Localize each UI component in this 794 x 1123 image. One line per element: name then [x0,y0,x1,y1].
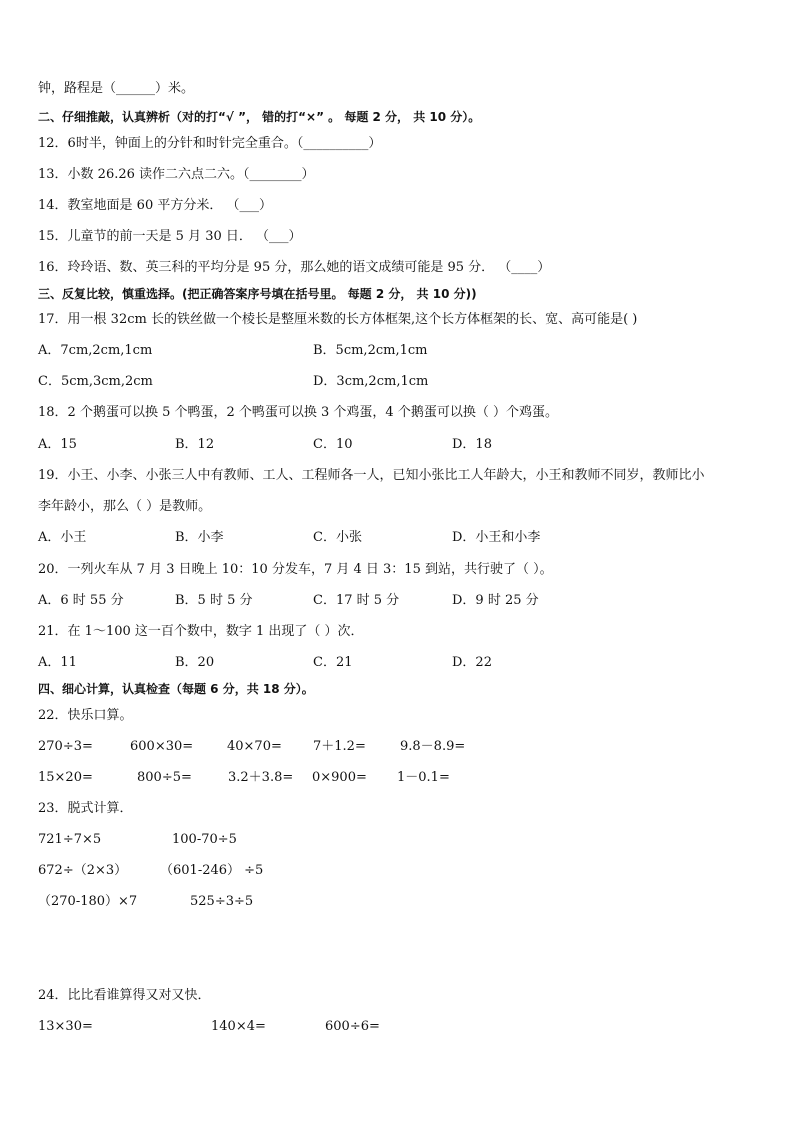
section-2-title: 二、仔细推敲，认真辨析（对的打“√ ”， 错的打“×” 。 每题 2 分， 共 10 分）。 [38,110,481,124]
question-24: 24．比比看谁算得又对又快． [38,988,211,1003]
oral-calc: 40×70= [227,739,282,754]
question-14: 14．教室地面是 60 平方分米． （___） [38,198,272,213]
stepwise-calc: 100-70÷5 [172,832,237,847]
quick-calc: 13×30= [38,1019,93,1034]
question-22: 22．快乐口算。 [38,708,133,723]
oral-calc: 15×20= [38,770,93,785]
question-19-line1: 19．小王、小李、小张三人中有教师、工人、工程师各一人，已知小张比工人年龄大，小王和教师不同岁，教师比小 [38,468,705,483]
question-23: 23．脱式计算． [38,801,133,816]
q21-option-a: A．11 [38,655,77,670]
q17-option-c: C．5cm,3cm,2cm [38,374,153,389]
quick-calc: 600÷6= [325,1019,380,1034]
oral-calc: 1－0.1= [397,770,450,785]
stepwise-calc: 672÷（2×3） [38,863,128,878]
stepwise-calc: （601-246） ÷5 [160,863,264,878]
q19-option-b: B．小李 [175,530,224,545]
stepwise-calc: 525÷3÷5 [190,894,254,909]
q11-tail: 钟，路程是（______）米。 [38,81,195,96]
q19-option-a: A．小王 [38,530,87,545]
q21-option-d: D．22 [452,655,492,670]
question-12: 12．6时半，钟面上的分针和时针完全重合。（__________） [38,136,382,151]
oral-calc: 0×900= [312,770,367,785]
q18-option-c: C．10 [313,437,353,452]
q21-option-c: C．21 [313,655,353,670]
question-17: 17．用一根 32cm 长的铁丝做一个棱长是整厘米数的长方体框架,这个长方体框架的长、宽、高可能是( ) [38,312,638,327]
question-18: 18．2 个鹅蛋可以换 5 个鸭蛋，2 个鸭蛋可以换 3 个鸡蛋，4 个鹅蛋可以换（ ）个鸡蛋。 [38,405,558,420]
stepwise-calc: 721÷7×5 [38,832,102,847]
oral-calc: 7＋1.2= [313,739,366,754]
q18-option-a: A．15 [38,437,77,452]
oral-calc: 800÷5= [137,770,192,785]
q20-option-d: D．9 时 25 分 [452,593,539,608]
stepwise-calc: （270-180）×7 [38,894,138,909]
question-15: 15．儿童节的前一天是 5 月 30 日． （___） [38,229,302,244]
q19-option-c: C．小张 [313,530,362,545]
q20-option-b: B．5 时 5 分 [175,593,253,608]
quick-calc: 140×4= [211,1019,266,1034]
question-21: 21．在 1～100 这一百个数中，数字 1 出现了（ ）次． [38,624,364,639]
q18-option-b: B．12 [175,437,215,452]
q17-option-d: D．3cm,2cm,1cm [313,374,429,389]
oral-calc: 600×30= [130,739,194,754]
section-4-title: 四、细心计算，认真检查（每题 6 分，共 18 分）。 [38,682,314,696]
oral-calc: 9.8－8.9= [400,739,466,754]
section-3-title: 三、反复比较，慎重选择。(把正确答案序号填在括号里。 每题 2 分， 共 10 分)) [38,287,477,301]
q18-option-d: D．18 [452,437,492,452]
q17-option-a: A．7cm,2cm,1cm [38,343,153,358]
oral-calc: 270÷3= [38,739,93,754]
question-20: 20．一列火车从 7 月 3 日晚上 10：10 分发车，7 月 4 日 3：15 到站，共行驶了（ ）。 [38,562,553,577]
q20-option-a: A．6 时 55 分 [38,593,124,608]
q21-option-b: B．20 [175,655,215,670]
q20-option-c: C．17 时 5 分 [313,593,400,608]
q19-option-d: D．小王和小李 [452,530,541,545]
q17-option-b: B．5cm,2cm,1cm [313,343,428,358]
oral-calc: 3.2＋3.8= [228,770,294,785]
question-19-line2: 李年龄小，那么（ ）是教师。 [38,499,212,514]
question-16: 16．玲玲语、数、英三科的平均分是 95 分，那么她的语文成绩可能是 95 分． （____） [38,260,551,275]
question-13: 13．小数 26.26 读作二六点二六。（________） [38,167,315,182]
